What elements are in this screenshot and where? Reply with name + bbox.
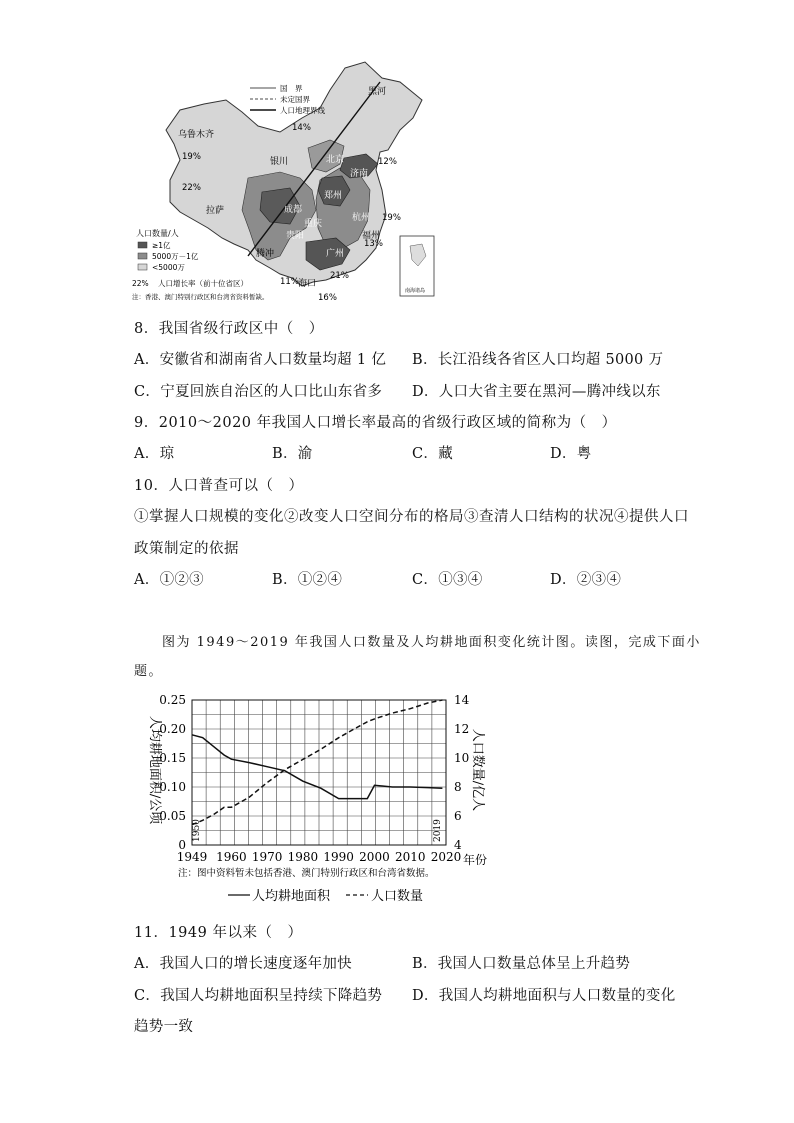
question-11-option-d[interactable]: D．我国人均耕地面积与人口数量的变化: [412, 988, 676, 1004]
place-jinan: 济南: [350, 169, 369, 179]
annotation-1950: 1950: [192, 819, 203, 842]
growth-16: 16%: [318, 293, 337, 303]
question-10-stem: 10．人口普查可以（ ）: [134, 478, 304, 494]
right-tick-label: 8: [454, 780, 462, 794]
chart-intro-line1: 图为 1949～2019 年我国人口数量及人均耕地面积变化统计图。读图，完成下面小: [162, 635, 701, 650]
growth-13: 13%: [364, 239, 383, 249]
left-tick-label: 0.20: [159, 722, 186, 736]
question-8-option-d[interactable]: D．人口大省主要在黑河—腾冲线以东: [412, 384, 661, 400]
legend-farmland-label: 人均耕地面积: [252, 889, 331, 904]
place-guangzhou: 广州: [326, 249, 345, 259]
place-hangzhou: 杭州: [352, 213, 371, 223]
right-tick-label: 6: [454, 809, 462, 823]
legend-population-line-label: 人口地理界线: [280, 106, 325, 115]
china-population-map: [130, 60, 450, 308]
place-yinchuan: 银川: [270, 157, 289, 167]
x-tick-label: 1960: [216, 850, 247, 864]
legend-population-label: 人口数量: [371, 889, 424, 904]
legend-pop-title: 人口数量/人: [136, 229, 179, 238]
right-tick-label: 12: [454, 722, 470, 736]
right-tick-label: 10: [454, 751, 470, 765]
question-11-stem: 11．1949 年以来（ ）: [134, 925, 303, 941]
x-tick-label: 1970: [251, 850, 283, 864]
place-heihe: 黑河: [368, 87, 387, 97]
question-11-option-d-cont: 趋势一致: [134, 1019, 194, 1035]
x-tick-label: 1990: [323, 850, 354, 864]
growth-12: 12%: [378, 157, 397, 167]
place-lhasa: 拉萨: [206, 206, 225, 216]
legend-pop-1: ≥1亿: [152, 241, 171, 250]
question-10-items-line2: 政策制定的依据: [134, 541, 239, 557]
question-10-option-b[interactable]: B．①②④: [272, 572, 343, 588]
question-9-option-d[interactable]: D．粤: [550, 446, 592, 462]
question-8-stem: 8．我国省级行政区中（ ）: [134, 321, 324, 337]
question-11-option-a[interactable]: A．我国人口的增长速度逐年加快: [134, 956, 352, 972]
place-beijing: 北京: [326, 155, 345, 165]
chart-left-axis-label: 人均耕地面积/公顷: [147, 715, 162, 825]
legend-undetermined-label: 未定国界: [280, 95, 310, 104]
place-chongqing: 重庆: [304, 219, 323, 229]
question-11-option-c[interactable]: C．我国人均耕地面积呈持续下降趋势: [134, 988, 383, 1004]
chart-right-axis-ticks: [454, 693, 470, 852]
legend-swatch-mid: [138, 253, 147, 259]
annotation-2019: 2019: [432, 819, 443, 842]
left-tick-label: 0: [178, 838, 186, 852]
question-9-stem: 9．2010～2020 年我国人口增长率最高的省级行政区域的简称为（ ）: [134, 415, 617, 431]
legend-pop-3: <5000万: [152, 263, 185, 272]
growth-21: 21%: [330, 271, 349, 281]
place-zhengzhou: 郑州: [324, 191, 343, 201]
x-tick-label: 2000: [359, 850, 390, 864]
legend-growth-example: 22%: [132, 279, 149, 288]
right-tick-label: 14: [454, 693, 470, 707]
question-9-option-a[interactable]: A．琼: [134, 446, 175, 462]
chart-intro-line2: 题。: [134, 664, 164, 679]
question-9-option-b[interactable]: B．渝: [272, 446, 313, 462]
chart-grid: [192, 700, 446, 845]
chart-series: [192, 700, 442, 825]
series-population-line: [192, 700, 442, 825]
x-tick-label: 2010: [394, 850, 426, 864]
chart-left-axis-ticks: [159, 693, 186, 852]
left-tick-label: 0.15: [159, 751, 186, 765]
question-10-option-c[interactable]: C．①③④: [412, 572, 483, 588]
place-guiyang: 贵阳: [286, 231, 305, 241]
place-fuzhou: 福州: [362, 231, 381, 241]
place-chengdu: 成都: [284, 205, 303, 215]
question-10-option-a[interactable]: A．①②③: [134, 572, 204, 588]
question-8-option-c[interactable]: C．宁夏回族自治区的人口比山东省多: [134, 384, 383, 400]
population-farmland-chart: [128, 690, 508, 912]
place-haikou: 海口: [298, 279, 317, 289]
x-tick-label: 2020: [430, 850, 462, 864]
place-urumqi: 乌鲁木齐: [178, 130, 215, 140]
chart-right-axis-label: 人口数量/亿人: [470, 728, 485, 812]
legend-swatch-dark: [138, 242, 147, 248]
x-tick-label: 1949: [176, 850, 208, 864]
growth-11: 11%: [280, 277, 299, 287]
legend-swatch-light: [138, 264, 147, 270]
inset-label: 南海诸岛: [405, 288, 426, 294]
question-8-option-a[interactable]: A．安徽省和湖南省人口数量均超 1 亿: [134, 352, 387, 368]
question-8-option-b[interactable]: B．长江沿线各省区人口均超 5000 万: [412, 352, 664, 368]
left-tick-label: 0.10: [159, 780, 186, 794]
chart-note: 注：图中资料暂未包括香港、澳门特别行政区和台湾省数据。: [178, 868, 435, 879]
question-10-items-line1: ①掌握人口规模的变化②改变人口空间分布的格局③查清人口结构的状况④提供人口: [134, 509, 689, 525]
legend-boundary-label: 国 界: [280, 84, 303, 93]
left-tick-label: 0.05: [159, 809, 186, 823]
legend-pop-2: 5000万－1亿: [152, 252, 199, 261]
growth-22: 22%: [182, 183, 201, 193]
right-tick-label: 4: [454, 838, 462, 852]
growth-19-zhejiang: 19%: [382, 213, 401, 223]
series-farmland-line: [192, 735, 442, 799]
question-9-option-c[interactable]: C．藏: [412, 446, 453, 462]
left-tick-label: 0.25: [159, 693, 186, 707]
map-note: 注：香港、澳门特别行政区和台湾省资料暂缺。: [132, 293, 269, 301]
x-tick-label: 1980: [287, 850, 319, 864]
growth-19-xinjiang: 19%: [182, 152, 201, 162]
question-10-option-d[interactable]: D．②③④: [550, 572, 622, 588]
place-tengchong: 腾冲: [256, 249, 275, 259]
growth-14: 14%: [292, 123, 311, 133]
question-11-option-b[interactable]: B．我国人口数量总体呈上升趋势: [412, 956, 631, 972]
chart-x-unit-label: 年份: [463, 853, 488, 867]
legend-growth-label: 人口增长率（前十位省区）: [158, 279, 248, 288]
